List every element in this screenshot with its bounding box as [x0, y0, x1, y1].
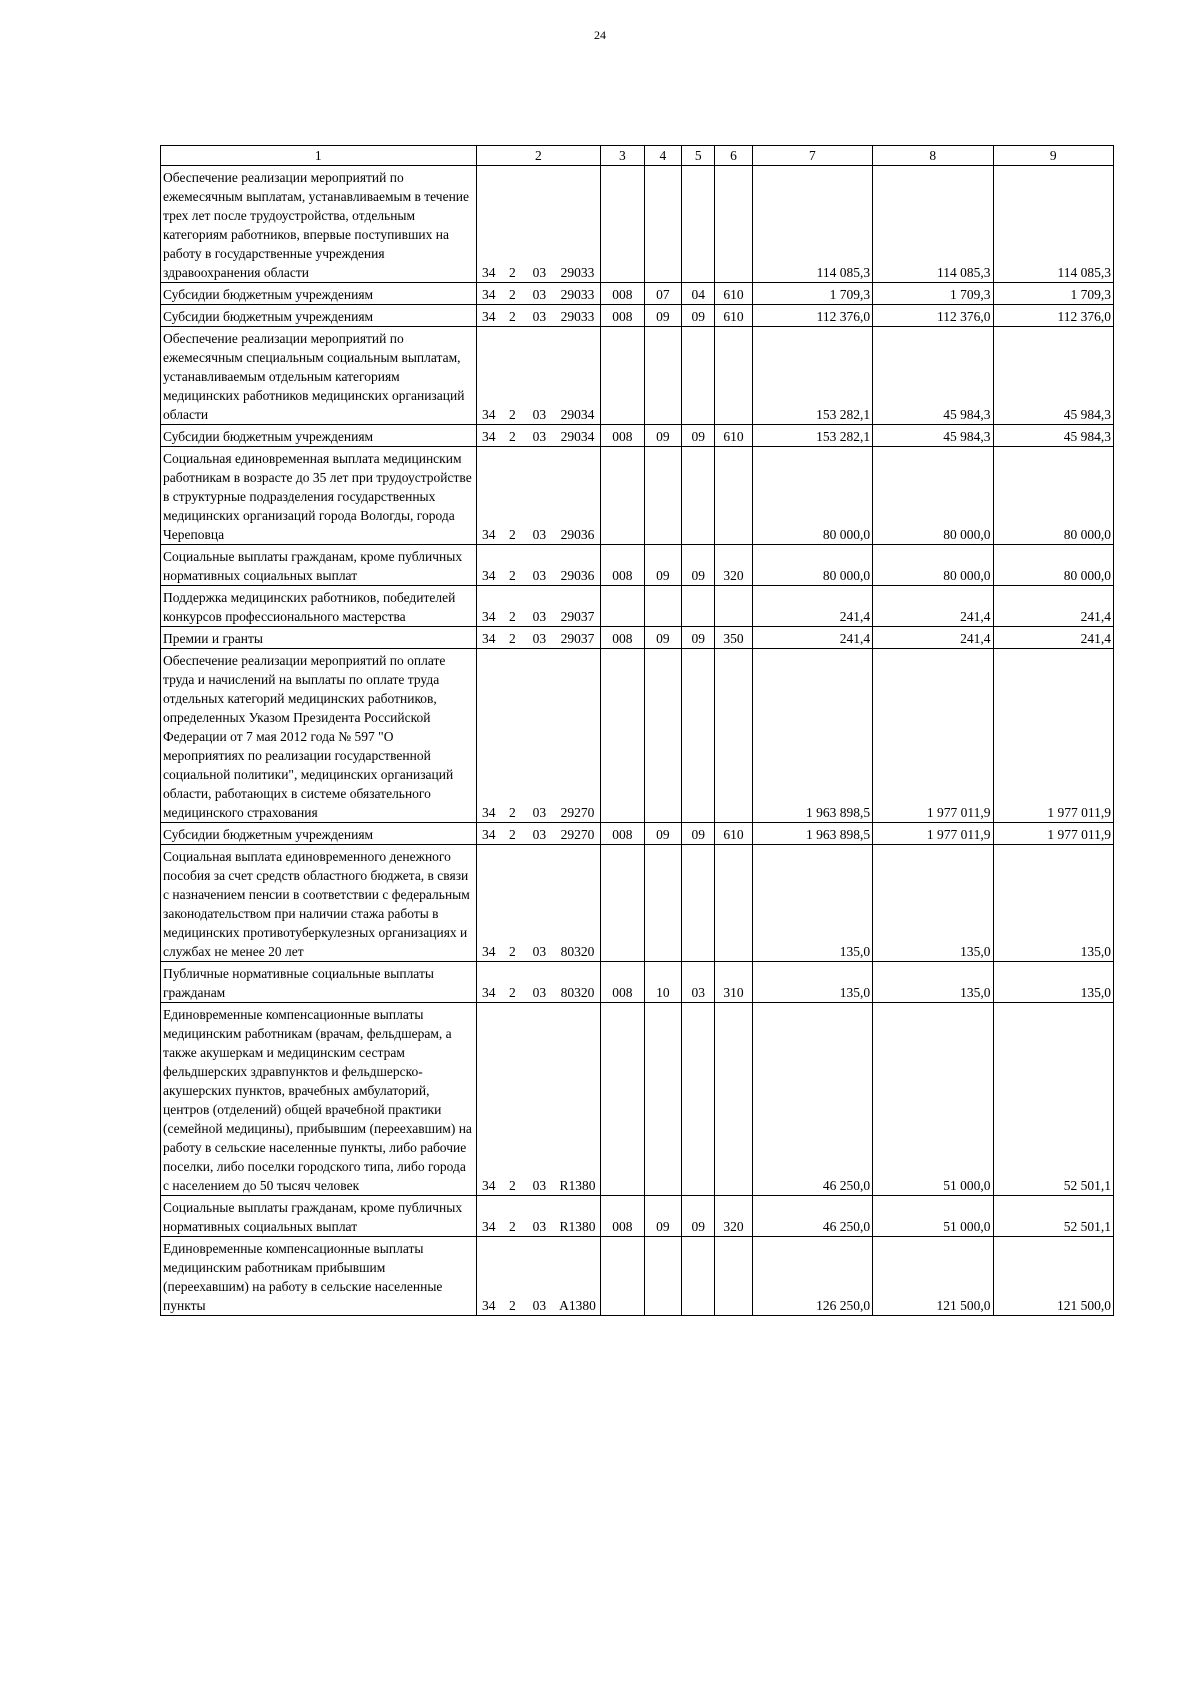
code-subprogram: 2 [501, 1003, 524, 1196]
table-row [161, 845, 1114, 962]
header-col-5: 5 [682, 146, 715, 166]
code-subsection: 09 [682, 305, 715, 327]
code-subsection: 09 [682, 545, 715, 586]
code-expense-type [715, 327, 752, 425]
value-year-1: 153 282,1 [752, 425, 872, 447]
value-year-2: 51 000,0 [873, 1003, 993, 1196]
code-subprogram: 2 [501, 962, 524, 1003]
table-body [161, 166, 1114, 1316]
code-expense-type: 610 [715, 823, 752, 845]
code-section [644, 447, 681, 545]
row-name: Поддержка медицинских работников, победителей конкурсов профессионального мастерства [161, 586, 477, 627]
row-name: Субсидии бюджетным учреждениям [161, 283, 477, 305]
code-ministry: 008 [601, 823, 645, 845]
code-section: 07 [644, 283, 681, 305]
table-row [161, 425, 1114, 447]
code-section: 10 [644, 962, 681, 1003]
code-subprogram: 2 [501, 1237, 524, 1316]
code-section [644, 327, 681, 425]
code-expense-type: 310 [715, 962, 752, 1003]
value-year-3: 135,0 [993, 962, 1114, 1003]
table-row [161, 1237, 1114, 1316]
value-year-3: 80 000,0 [993, 447, 1114, 545]
code-subsection [682, 649, 715, 823]
code-ministry [601, 1237, 645, 1316]
code-ministry [601, 649, 645, 823]
code-ministry: 008 [601, 962, 645, 1003]
value-year-1: 112 376,0 [752, 305, 872, 327]
table-row [161, 586, 1114, 627]
code-section: 09 [644, 627, 681, 649]
code-program: 34 [476, 425, 501, 447]
code-subsection: 03 [682, 962, 715, 1003]
code-program: 34 [476, 823, 501, 845]
value-year-1: 241,4 [752, 586, 872, 627]
code-ministry [601, 1003, 645, 1196]
value-year-3: 135,0 [993, 845, 1114, 962]
code-main-event: 03 [524, 327, 555, 425]
row-name: Субсидии бюджетным учреждениям [161, 425, 477, 447]
code-program: 34 [476, 586, 501, 627]
code-expense-type: 610 [715, 425, 752, 447]
table-row [161, 823, 1114, 845]
code-ministry: 008 [601, 1196, 645, 1237]
row-name: Субсидии бюджетным учреждениям [161, 305, 477, 327]
value-year-1: 80 000,0 [752, 545, 872, 586]
header-col-1: 1 [161, 146, 477, 166]
code-subsection: 09 [682, 1196, 715, 1237]
value-year-3: 241,4 [993, 586, 1114, 627]
code-main-event: 03 [524, 1237, 555, 1316]
code-expense-type: 320 [715, 545, 752, 586]
code-subprogram: 2 [501, 1196, 524, 1237]
code-main-event: 03 [524, 1196, 555, 1237]
code-direction: 80320 [555, 962, 601, 1003]
value-year-1: 46 250,0 [752, 1003, 872, 1196]
code-section [644, 1003, 681, 1196]
code-subprogram: 2 [501, 327, 524, 425]
value-year-2: 1 977 011,9 [873, 649, 993, 823]
code-section: 09 [644, 545, 681, 586]
code-direction: 29034 [555, 327, 601, 425]
code-program: 34 [476, 1196, 501, 1237]
value-year-2: 112 376,0 [873, 305, 993, 327]
code-expense-type [715, 1237, 752, 1316]
code-expense-type [715, 586, 752, 627]
code-direction: 80320 [555, 845, 601, 962]
table-row [161, 305, 1114, 327]
value-year-2: 241,4 [873, 627, 993, 649]
code-subsection [682, 1003, 715, 1196]
value-year-1: 126 250,0 [752, 1237, 872, 1316]
header-col-9: 9 [993, 146, 1114, 166]
value-year-2: 121 500,0 [873, 1237, 993, 1316]
header-row [161, 146, 1114, 166]
code-program: 34 [476, 327, 501, 425]
code-main-event: 03 [524, 305, 555, 327]
code-ministry: 008 [601, 283, 645, 305]
code-direction: 29034 [555, 425, 601, 447]
code-direction: 29037 [555, 586, 601, 627]
code-main-event: 03 [524, 545, 555, 586]
code-subprogram: 2 [501, 586, 524, 627]
code-direction: 29037 [555, 627, 601, 649]
table-row [161, 962, 1114, 1003]
code-expense-type [715, 166, 752, 283]
budget-table [160, 145, 1114, 1316]
code-program: 34 [476, 1237, 501, 1316]
code-subprogram: 2 [501, 845, 524, 962]
code-section [644, 1237, 681, 1316]
code-section [644, 845, 681, 962]
value-year-1: 135,0 [752, 962, 872, 1003]
value-year-3: 121 500,0 [993, 1237, 1114, 1316]
code-subsection [682, 447, 715, 545]
value-year-3: 112 376,0 [993, 305, 1114, 327]
header-col-8: 8 [873, 146, 993, 166]
code-subsection [682, 845, 715, 962]
code-ministry [601, 327, 645, 425]
code-program: 34 [476, 305, 501, 327]
row-name: Публичные нормативные социальные выплаты гражданам [161, 962, 477, 1003]
code-subsection: 04 [682, 283, 715, 305]
row-name: Обеспечение реализации мероприятий по ежемесячным выплатам, устанавливаемым в течение трех лет после трудоустройства, отдельным категориям работников, впервые поступивших на работу в государственные учреждения здравоохранения области [161, 166, 477, 283]
code-subprogram: 2 [501, 627, 524, 649]
code-section: 09 [644, 1196, 681, 1237]
code-ministry [601, 586, 645, 627]
header-col-3: 3 [601, 146, 645, 166]
header-col-2: 2 [476, 146, 601, 166]
value-year-2: 45 984,3 [873, 327, 993, 425]
code-expense-type [715, 1003, 752, 1196]
code-main-event: 03 [524, 649, 555, 823]
row-name: Обеспечение реализации мероприятий по ежемесячным специальным социальным выплатам, устанавливаемым отдельным категориям медицинских работников медицинских организаций области [161, 327, 477, 425]
code-main-event: 03 [524, 166, 555, 283]
row-name: Социальные выплаты гражданам, кроме публичных нормативных социальных выплат [161, 545, 477, 586]
row-name: Социальные выплаты гражданам, кроме публичных нормативных социальных выплат [161, 1196, 477, 1237]
code-ministry [601, 447, 645, 545]
value-year-1: 1 709,3 [752, 283, 872, 305]
code-subsection [682, 327, 715, 425]
code-direction: 29033 [555, 283, 601, 305]
code-section: 09 [644, 823, 681, 845]
code-subsection: 09 [682, 425, 715, 447]
row-name: Обеспечение реализации мероприятий по оплате труда и начислений на выплаты по оплате труда отдельных категорий медицинских работников, определенных Указом Президента Российской Федерации от 7 мая 2012 года № 597 "О мероприятиях по реализации государственной социальной политики", медицинских организаций области, работающих в системе обязательного медицинского страхования [161, 649, 477, 823]
row-name: Премии и гранты [161, 627, 477, 649]
row-name: Единовременные компенсационные выплаты медицинским работникам (врачам, фельдшерам, а также акушеркам и медицинским сестрам фельдшерских здравпунктов и фельдшерско-акушерских пунктов, врачебных амбулаторий, центров (отделений) общей врачебной практики (семейной медицины), прибывшим (переехавшим) на работу в сельские населенные пункты, либо рабочие поселки, либо поселки городского типа, либо города с населением до 50 тысяч человек [161, 1003, 477, 1196]
code-direction: 29033 [555, 166, 601, 283]
code-subsection: 09 [682, 823, 715, 845]
value-year-1: 1 963 898,5 [752, 823, 872, 845]
value-year-2: 80 000,0 [873, 545, 993, 586]
table-row [161, 649, 1114, 823]
code-program: 34 [476, 1003, 501, 1196]
header-col-6: 6 [715, 146, 752, 166]
code-main-event: 03 [524, 283, 555, 305]
value-year-2: 80 000,0 [873, 447, 993, 545]
table-row [161, 327, 1114, 425]
value-year-3: 1 977 011,9 [993, 649, 1114, 823]
code-main-event: 03 [524, 425, 555, 447]
value-year-2: 135,0 [873, 962, 993, 1003]
code-main-event: 03 [524, 627, 555, 649]
code-program: 34 [476, 283, 501, 305]
code-main-event: 03 [524, 845, 555, 962]
code-main-event: 03 [524, 447, 555, 545]
value-year-1: 153 282,1 [752, 327, 872, 425]
table-row [161, 1196, 1114, 1237]
code-program: 34 [476, 962, 501, 1003]
code-subprogram: 2 [501, 166, 524, 283]
code-direction: 29270 [555, 823, 601, 845]
row-name: Субсидии бюджетным учреждениям [161, 823, 477, 845]
code-program: 34 [476, 627, 501, 649]
code-direction: 29036 [555, 447, 601, 545]
code-direction: 29270 [555, 649, 601, 823]
code-direction: A1380 [555, 1237, 601, 1316]
code-expense-type: 320 [715, 1196, 752, 1237]
code-subprogram: 2 [501, 545, 524, 586]
code-ministry: 008 [601, 545, 645, 586]
value-year-3: 45 984,3 [993, 425, 1114, 447]
code-program: 34 [476, 649, 501, 823]
code-subprogram: 2 [501, 283, 524, 305]
value-year-3: 52 501,1 [993, 1003, 1114, 1196]
page-number: 24 [594, 28, 606, 42]
code-subsection: 09 [682, 627, 715, 649]
code-direction: R1380 [555, 1003, 601, 1196]
value-year-1: 135,0 [752, 845, 872, 962]
code-section [644, 166, 681, 283]
code-direction: 29036 [555, 545, 601, 586]
code-ministry: 008 [601, 425, 645, 447]
value-year-3: 45 984,3 [993, 327, 1114, 425]
code-program: 34 [476, 845, 501, 962]
value-year-3: 1 977 011,9 [993, 823, 1114, 845]
code-program: 34 [476, 166, 501, 283]
code-ministry: 008 [601, 305, 645, 327]
code-subprogram: 2 [501, 823, 524, 845]
code-subsection [682, 166, 715, 283]
table-row [161, 545, 1114, 586]
value-year-2: 1 709,3 [873, 283, 993, 305]
row-name: Единовременные компенсационные выплаты медицинским работникам прибывшим (переехавшим) на работу в сельские населенные пункты [161, 1237, 477, 1316]
code-main-event: 03 [524, 823, 555, 845]
table-row [161, 447, 1114, 545]
row-name: Социальная единовременная выплата медицинским работникам в возрасте до 35 лет при трудоустройстве в структурные подразделения государственных медицинских организаций города Вологды, города Череповца [161, 447, 477, 545]
code-expense-type: 610 [715, 283, 752, 305]
table-row [161, 1003, 1114, 1196]
value-year-2: 51 000,0 [873, 1196, 993, 1237]
code-expense-type [715, 649, 752, 823]
code-main-event: 03 [524, 1003, 555, 1196]
value-year-3: 80 000,0 [993, 545, 1114, 586]
header-col-4: 4 [644, 146, 681, 166]
value-year-2: 135,0 [873, 845, 993, 962]
code-ministry [601, 845, 645, 962]
code-main-event: 03 [524, 586, 555, 627]
code-subprogram: 2 [501, 425, 524, 447]
value-year-1: 241,4 [752, 627, 872, 649]
code-section [644, 586, 681, 627]
code-program: 34 [476, 447, 501, 545]
value-year-2: 114 085,3 [873, 166, 993, 283]
value-year-3: 1 709,3 [993, 283, 1114, 305]
value-year-3: 52 501,1 [993, 1196, 1114, 1237]
value-year-3: 241,4 [993, 627, 1114, 649]
code-subsection [682, 1237, 715, 1316]
code-expense-type: 350 [715, 627, 752, 649]
code-expense-type [715, 845, 752, 962]
value-year-3: 114 085,3 [993, 166, 1114, 283]
value-year-1: 1 963 898,5 [752, 649, 872, 823]
value-year-1: 114 085,3 [752, 166, 872, 283]
code-section: 09 [644, 305, 681, 327]
code-program: 34 [476, 545, 501, 586]
table-row [161, 627, 1114, 649]
code-expense-type [715, 447, 752, 545]
code-direction: 29033 [555, 305, 601, 327]
code-section: 09 [644, 425, 681, 447]
value-year-2: 241,4 [873, 586, 993, 627]
code-subprogram: 2 [501, 447, 524, 545]
code-direction: R1380 [555, 1196, 601, 1237]
value-year-2: 45 984,3 [873, 425, 993, 447]
header-col-7: 7 [752, 146, 872, 166]
code-ministry [601, 166, 645, 283]
table-row [161, 283, 1114, 305]
value-year-1: 80 000,0 [752, 447, 872, 545]
code-expense-type: 610 [715, 305, 752, 327]
value-year-1: 46 250,0 [752, 1196, 872, 1237]
code-ministry: 008 [601, 627, 645, 649]
table-row [161, 166, 1114, 283]
code-subsection [682, 586, 715, 627]
code-subprogram: 2 [501, 305, 524, 327]
code-section [644, 649, 681, 823]
value-year-2: 1 977 011,9 [873, 823, 993, 845]
row-name: Социальная выплата единовременного денежного пособия за счет средств областного бюджета, в связи с назначением пенсии в соответствии с федеральным законодательством при наличии стажа работы в медицинских противотуберкулезных организациях и службах не менее 20 лет [161, 845, 477, 962]
code-main-event: 03 [524, 962, 555, 1003]
code-subprogram: 2 [501, 649, 524, 823]
